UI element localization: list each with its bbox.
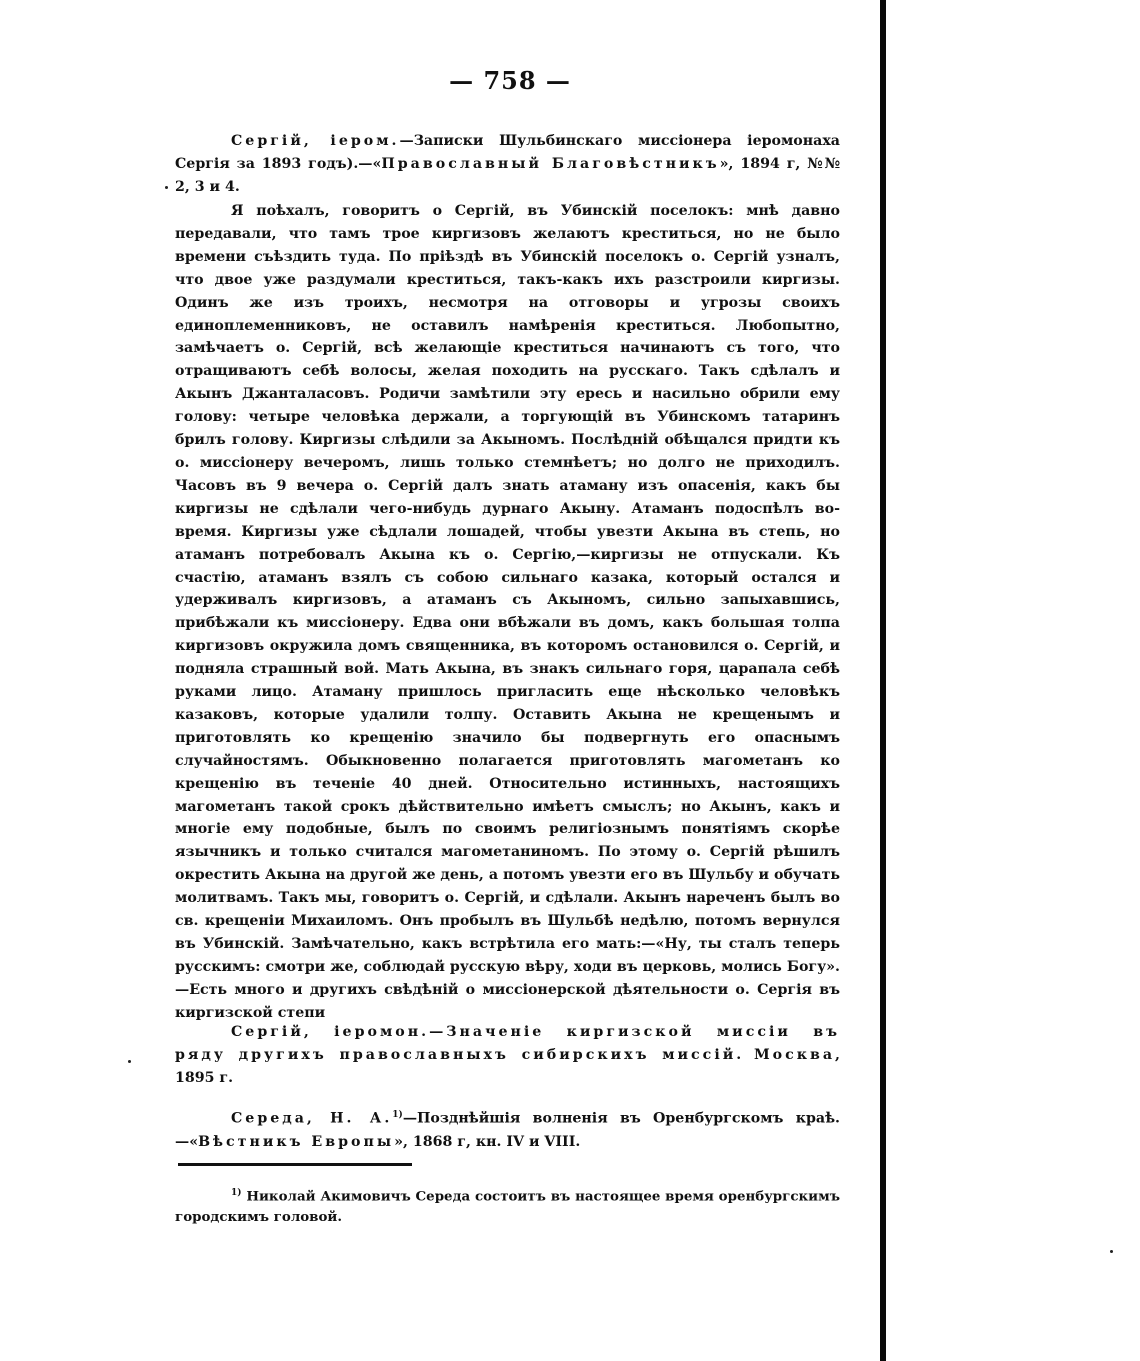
entry-3-journal: Вѣстникъ Европы	[198, 1133, 395, 1150]
bibliography-entry-3	[175, 1104, 840, 1154]
entry-1-author: Сергій, іером.	[231, 133, 400, 149]
scan-speck	[165, 186, 168, 189]
binding-edge	[880, 0, 886, 1361]
footnote-text: Николай Акимовичъ Середа состоитъ въ настоящее время оренбургскимъ городскимъ головой.	[175, 1188, 840, 1226]
entry-1-title: —Записки Шульбинскаго миссіонера іеромонаха Сергія за 1893 годъ).—«	[175, 133, 840, 172]
entry-3-author: Середа, Н. А.	[231, 1110, 393, 1127]
entry-2-place: Москва	[753, 1046, 836, 1063]
page-number: — 758 —	[449, 66, 571, 95]
bibliography-entry-2	[175, 1021, 840, 1090]
footnote-divider	[178, 1163, 412, 1166]
entry-2-author: Сергій, іеромон.	[231, 1024, 430, 1040]
entry-2-title: —Значеніе киргизской миссіи въ ряду другихъ православныхъ сибирскихъ миссій.	[175, 1024, 841, 1063]
entry-3-tail: », 1868 г, кн. IV и VIII.	[394, 1133, 581, 1150]
entry-2-tail: , 1895 г.	[175, 1046, 840, 1086]
scan-speck	[1110, 1250, 1113, 1253]
bibliography-entry-1	[175, 130, 840, 199]
entry-1-journal: Православный Благовѣстникъ	[381, 155, 720, 172]
entry-1-body: Я поѣхалъ, говоритъ о Сергій, въ Убинскій поселокъ: мнѣ давно передавали, что тамъ трое киргизовъ желаютъ креститься, но не было времени съѣздить туда. По пріѣздѣ въ Убинскій поселокъ о. Сергій узналъ, что двое уже раздумали креститься, такъ-какъ ихъ разстроили киргизы. Одинъ же изъ троихъ, несмотря на отговоры и угрозы своихъ единоплеменниковъ, не оставилъ намѣренія креститься. Любопытно, замѣчаетъ о. Сергій, всѣ желающіе креститься начинаютъ съ того, что отращиваютъ себѣ волосы, желая походить на русскаго. Такъ сдѣлалъ и Акынъ Джанталасовъ. Родичи замѣтили эту ересь и насильно обрили ему голову: четыре человѣка держали, а торгующій въ Убинскомъ татаринъ брилъ голову. Киргизы слѣдили за Акыномъ. Послѣдній обѣщался придти къ о. миссіонеру вечеромъ, лишь только стемнѣетъ; но долго не приходилъ. Часовъ въ 9 вечера о. Сергій далъ знать атаману изъ опасенія, какъ бы киргизы не сдѣлали чего-нибудь дурнаго Акыну. Атаманъ подоспѣлъ во-время. Киргизы уже сѣдлали лошадей, чтобы увезти Акына въ степь, но атаманъ потребовалъ Акына къ о. Сергію,—киргизы не отпускали. Къ счастію, атаманъ взялъ съ собою сильнаго казака, который остался и удерживалъ киргизовъ, а атаманъ съ Акыномъ, сильно запыхавшись, прибѣжали къ миссіонеру. Едва они вбѣжали въ домъ, какъ большая толпа киргизовъ окружила домъ священника, въ которомъ остановился о. Сергій, и подняла страшный вой. Мать Акына, въ знакъ сильнаго горя, царапала себѣ руками лицо. Атаману пришлось пригласить еще нѣсколько человѣкъ казаковъ, которые удалили толпу. Оставить Акына не крещенымъ и приготовлять ко крещенію значило бы подвергнуть его опаснымъ случайностямъ. Обыкновенно полагается приготовлять магометанъ ко крещенію въ теченіе 40 дней. Относительно истинныхъ, настоящихъ магометанъ такой срокъ дѣйствительно имѣетъ смыслъ; но Акынъ, какъ и многіе ему подобные, былъ по своимъ религіознымъ понятіямъ скорѣе язычникъ и только считался магометаниномъ. По этому о. Сергій рѣшилъ окрестить Акына на другой же день, а потомъ увезти его въ Шульбу и обучать молитвамъ. Такъ мы, говоритъ о. Сергій, и сдѣлали. Акынъ нареченъ былъ во св. крещеніи Михаиломъ. Онъ пробылъ въ Шульбѣ недѣлю, потомъ вернулся въ Убинскій. Замѣчательно, какъ встрѣтила его мать:—«Ну, ты сталъ теперь русскимъ: смотри же, соблюдай русскую вѣру, ходи въ церковь, молись Богу».—Есть много и другихъ свѣдѣній о миссіонерской дѣятельности о. Сергія въ киргизской степи	[175, 203, 840, 1021]
footnote	[175, 1183, 840, 1228]
footnote-mark: 1)	[231, 1188, 242, 1198]
scan-speck	[128, 1060, 131, 1063]
entry-1-tail: », 1894 г, №№ 2, 3 и 4.	[175, 155, 840, 195]
entry-3-title: —Позднѣйшія волненія въ Оренбургскомъ краѣ.—«	[175, 1110, 840, 1150]
footnote-reference: 1)	[392, 1110, 403, 1120]
